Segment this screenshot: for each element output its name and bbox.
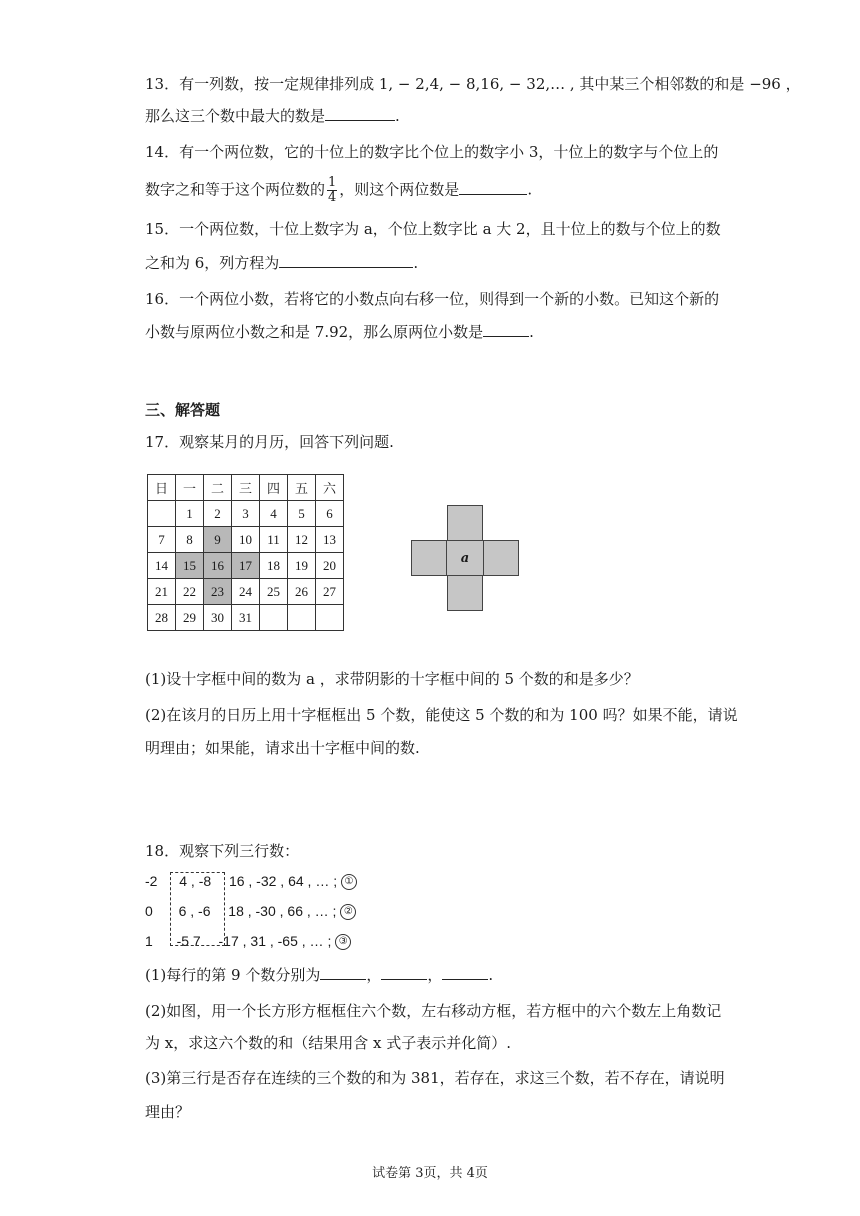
calendar-cell: 4 (260, 501, 288, 527)
calendar-cell-shaded: 17 (232, 553, 260, 579)
calendar-row (148, 605, 344, 631)
cross-right-square (483, 540, 519, 576)
q16-suffix: . (529, 323, 534, 341)
q17-part1: (1)设十字框中间的数为 a ，求带阴影的十字框中间的 5 个数的和是多少？ (145, 670, 639, 688)
calendar-cell: 12 (288, 527, 316, 553)
calendar-cell: 28 (148, 605, 176, 631)
q14-suffix: . (527, 180, 533, 199)
q17-part2-line1: (2)在该月的日历上用十字框框出 5 个数，能使这 5 个数的和为 100 吗？如果不能，请说 (145, 706, 738, 724)
row-item: 16 , -32 , 64 , … ; (228, 873, 338, 889)
q17-part2-line2: 明理由；如果能，请求出十字框中间的数. (145, 739, 420, 757)
calendar-cell: 22 (176, 579, 204, 605)
separator: ， (427, 966, 443, 984)
row-item: -2 (145, 873, 158, 889)
calendar-cell-shaded: 15 (176, 553, 204, 579)
calendar-cell: 30 (204, 605, 232, 631)
q14-fraction (327, 176, 337, 205)
row-item: 1 (145, 933, 153, 949)
calendar-header-cell: 六 (316, 475, 344, 501)
calendar-row (148, 501, 344, 527)
row-item: 7 (192, 933, 201, 949)
calendar-cell: 31 (232, 605, 260, 631)
calendar-cell: 18 (260, 553, 288, 579)
calendar-cell: 13 (316, 527, 344, 553)
number-row-2: 0 6 , -6 18 , -30 , 66 , … ; ② (145, 903, 356, 920)
number-row-1: -2 4 , -8 16 , -32 , 64 , … ; ① (145, 873, 357, 890)
calendar-cell: 8 (176, 527, 204, 553)
dashed-rectangle-frame (170, 872, 225, 946)
circled-number-icon: ③ (335, 934, 351, 950)
calendar-cell: 2 (204, 501, 232, 527)
cross-left-square (411, 540, 447, 576)
q18-part3-line2: 理由？ (145, 1103, 191, 1121)
q18-part2-line1: (2)如图，用一个长方形方框框住六个数，左右移动方框，若方框中的六个数左上角数记 (145, 1002, 722, 1020)
calendar-header-cell: 四 (260, 475, 288, 501)
page-footer: 试卷第 3页，共 4页 (372, 1166, 488, 1181)
q13-answer-blank[interactable] (325, 106, 395, 121)
calendar-cell: 1 (176, 501, 204, 527)
row-item: 4 (179, 873, 188, 889)
q18-part2-line2: 为 x，求这六个数的和（结果用含 x 式子表示并化简）. (145, 1034, 511, 1052)
calendar-cell: 3 (232, 501, 260, 527)
calendar-cell: 29 (176, 605, 204, 631)
row-item: -17 , 31 , -65 , … ; (218, 933, 332, 949)
calendar-cell: 21 (148, 579, 176, 605)
calendar-cell: 5 (288, 501, 316, 527)
cross-top-square (447, 505, 483, 541)
calendar-cell: 26 (288, 579, 316, 605)
calendar-header-cell: 日 (148, 475, 176, 501)
calendar-header-cell: 五 (288, 475, 316, 501)
calendar-table (147, 474, 344, 631)
row-item: 18 , -30 , 66 , … ; (228, 903, 337, 919)
calendar-header-cell: 三 (232, 475, 260, 501)
q15-prefix: 之和为 6，列方程为 (145, 254, 280, 272)
q13-line1: 13．有一列数，按一定规律排列成 1, − 2,4, − 8,16, − 32,… , 其中某三个相邻数的和是 −96 ， (145, 75, 801, 93)
calendar-cell-shaded: 23 (204, 579, 232, 605)
cross-bottom-square (447, 575, 483, 611)
calendar-cell: 6 (316, 501, 344, 527)
q15-line2 (145, 253, 418, 273)
calendar-row (148, 553, 344, 579)
q15-line1: 15．一个两位数，十位上数字为 a，个位上数字比 a 大 2，且十位上的数与个位上的数 (145, 220, 721, 238)
q15-suffix: . (413, 254, 419, 272)
calendar-cell (288, 605, 316, 631)
row-item: -5 (176, 933, 190, 949)
row-item: 6 (178, 903, 187, 919)
calendar-header-cell: 二 (204, 475, 232, 501)
q14-prefix: 数字之和等于这个两位数的 (145, 180, 326, 199)
calendar-cell-shaded: 16 (204, 553, 232, 579)
q15-answer-blank[interactable] (279, 253, 413, 268)
q18-part3-line1: (3)第三行是否存在连续的三个数的和为 381，若存在，求这三个数，若不存在，请说明 (145, 1069, 725, 1087)
q13-line2 (145, 106, 400, 126)
calendar-cell-shaded: 9 (204, 527, 232, 553)
calendar-row (148, 527, 344, 553)
calendar-header-cell: 一 (176, 475, 204, 501)
calendar-header-row (148, 475, 344, 501)
calendar-cell: 19 (288, 553, 316, 579)
separator: ， (366, 966, 382, 984)
q14-line2 (145, 176, 532, 205)
calendar-cell: 24 (232, 579, 260, 605)
q16-answer-blank[interactable] (483, 322, 529, 337)
q16-prefix: 小数与原两位小数之和是 7.92，那么原两位小数是 (145, 323, 484, 341)
circled-number-icon: ② (340, 904, 356, 920)
q18-part1-suffix: . (488, 966, 494, 984)
q16-line2 (145, 322, 534, 342)
q18-answer-blank-1[interactable] (320, 965, 366, 980)
fraction-numerator: 1 (328, 175, 337, 190)
row-item: -8 (198, 873, 212, 889)
q14-answer-blank[interactable] (459, 180, 527, 195)
q18-answer-blank-3[interactable] (442, 965, 488, 980)
calendar-cell: 25 (260, 579, 288, 605)
section-title: 三、解答题 (145, 401, 221, 419)
q18-part1 (145, 965, 493, 985)
calendar-row (148, 579, 344, 605)
q16-line1: 16．一个两位小数，若将它的小数点向右移一位，则得到一个新的小数。已知这个新的 (145, 290, 720, 308)
calendar-cell: 11 (260, 527, 288, 553)
calendar-cell (260, 605, 288, 631)
calendar-cell: 14 (148, 553, 176, 579)
calendar-cell: 20 (316, 553, 344, 579)
q18-stem: 18．观察下列三行数： (145, 842, 300, 860)
fraction-denominator: 4 (328, 190, 337, 205)
q18-part1-prefix: (1)每行的第 9 个数分别为 (145, 966, 321, 984)
q18-answer-blank-2[interactable] (381, 965, 427, 980)
q13-prefix: 那么这三个数中最大的数是 (145, 107, 326, 125)
q13-suffix: . (395, 107, 400, 125)
q17-stem: 17．观察某月的月历，回答下列问题. (145, 433, 394, 451)
calendar-cell (316, 605, 344, 631)
circled-number-icon: ① (341, 874, 357, 890)
cross-center-square: a (446, 540, 484, 576)
calendar-cell: 7 (148, 527, 176, 553)
calendar-cell: 27 (316, 579, 344, 605)
row-item: -6 (198, 903, 211, 919)
q14-middle: ，则这个两位数是 (339, 180, 460, 199)
calendar-cell: 10 (232, 527, 260, 553)
calendar-cell (148, 501, 176, 527)
q14-line1: 14．有一个两位数，它的十位上的数字比个位上的数字小 3，十位上的数字与个位上的 (145, 143, 719, 161)
row-item: 0 (145, 903, 153, 919)
